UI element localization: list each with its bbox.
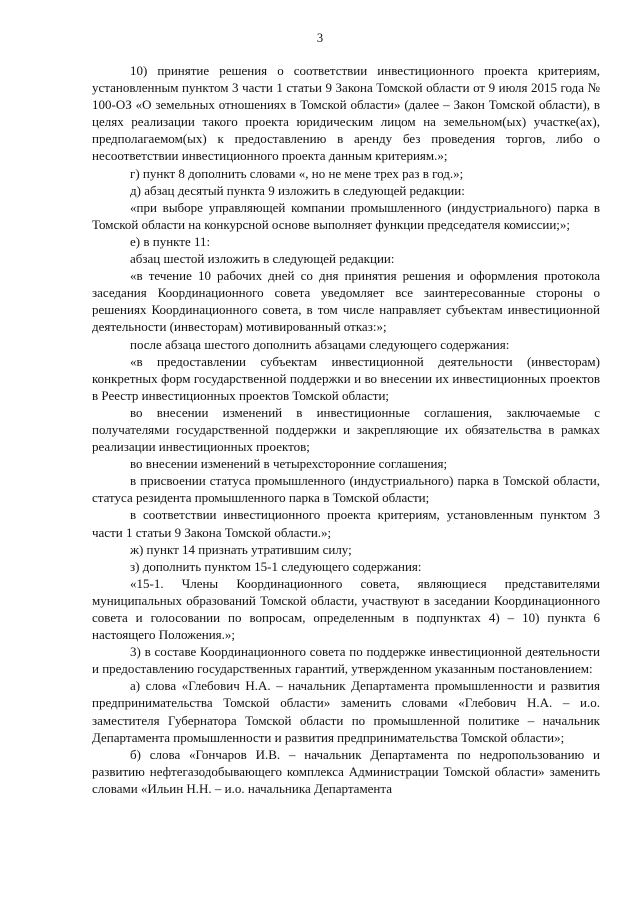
paragraph: во внесении изменений в четырехсторонние соглашения;	[130, 456, 448, 472]
paragraph: 3) в составе Координационного совета по поддержке инвестиционной деятельности и предоставлению государственных гарантий, утвержденном указанным постановлением:	[92, 644, 600, 677]
paragraph: в соответствии инвестиционного проекта критериям, установленным пунктом 3 части 1 статьи 9 Закона Томской области.»;	[92, 507, 600, 540]
paragraph: 10) принятие решения о соответствии инвестиционного проекта критериям, установленным пунктом 3 части 1 статьи 9 Закона Томской области от 9 июля 2015 года № 100-ОЗ «О земельных отношениях в Томской области» (далее – Закон Томской области), в целях реализации такого проекта юридическим лицом на земельном(ых) участке(ах), предполагаемом(ых) к предоставлению в аренду без проведения торгов, либо о несоответствии инвестиционного проекта данным критериям.»;	[92, 63, 600, 164]
paragraph: «при выборе управляющей компании промышленного (индустриального) парка в Томской области на конкурсной основе выполняет функции председателя комиссии;»;	[92, 199, 600, 232]
document-body	[92, 62, 600, 797]
paragraph: е) в пункте 11:	[130, 233, 211, 249]
page-number: 3	[316, 31, 324, 45]
paragraph: д) абзац десятый пункта 9 изложить в следующей редакции:	[130, 182, 465, 198]
paragraph: в присвоении статуса промышленного (индустриального) парка в Томской области, статуса резидента промышленного парка в Томской области;	[92, 473, 600, 506]
paragraph: «в предоставлении субъектам инвестиционной деятельности (инвесторам) конкретных форм государственной поддержки и во внесении их инвестиционных проектов в Реестр инвестиционных проектов Томской области;	[92, 353, 600, 403]
paragraph: абзац шестой изложить в следующей редакции:	[130, 251, 395, 267]
paragraph: после абзаца шестого дополнить абзацами следующего содержания:	[130, 336, 510, 352]
paragraph: «в течение 10 рабочих дней со дня принятия решения и оформления протокола заседания Координационного совета уведомляет все заинтересованные стороны о решениях Координационного совета, в том числе направляет субъектам инвестиционной деятельности (инвесторам) мотивированный отказ:»;	[92, 268, 600, 335]
paragraph: а) слова «Глебович Н.А. – начальник Департамента промышленности и развития предпринимательства Томской области» заменить словами «Глебович Н.А. – и.о. заместителя Губернатора Томской области по промышленной политике – начальник Департамента промышленности и развития предпринимательства Томской области»;	[92, 678, 600, 745]
paragraph: ж) пункт 14 признать утратившим силу;	[130, 541, 352, 557]
paragraph: г) пункт 8 дополнить словами «, но не мене трех раз в год.»;	[130, 165, 464, 181]
paragraph: з) дополнить пунктом 15-1 следующего содержания:	[130, 558, 422, 574]
paragraph: б) слова «Гончаров И.В. – начальник Департамента по недропользованию и развитию нефтегазодобывающего комплекса Администрации Томской области» заменить словами «Ильин Н.Н. – и.о. начальника Департамента	[92, 746, 600, 796]
paragraph: во внесении изменений в инвестиционные соглашения, заключаемые с получателями государственной поддержки и закрепляющие их обязательства в рамках реализации инвестиционных проектов;	[92, 404, 600, 455]
paragraph: «15-1. Члены Координационного совета, являющиеся представителями муниципальных образований Томской области, участвуют в заседании Координационного совета и голосовании по вопросам, определенным в подпунктах 4) – 10) пункта 6 настоящего Положения.»;	[92, 575, 600, 643]
